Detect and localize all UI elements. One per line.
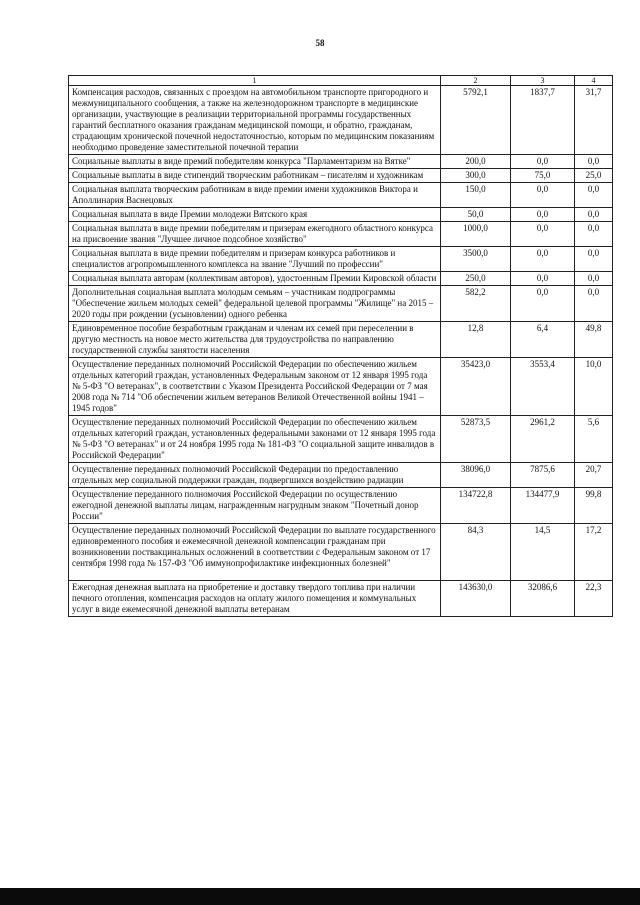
column-header: 2	[441, 76, 511, 86]
plan-value: 35423,0	[441, 358, 511, 416]
actual-value: 75,0	[511, 169, 575, 183]
percent-value: 20,7	[575, 463, 613, 488]
table-row	[69, 322, 613, 358]
actual-value: 0,0	[511, 155, 575, 169]
percent-value: 25,0	[575, 169, 613, 183]
percent-value: 17,2	[575, 524, 613, 581]
row-label: Социальные выплаты в виде премий победителям конкурса "Парламентаризм на Вятке"	[69, 155, 441, 169]
actual-value: 14,5	[511, 524, 575, 581]
percent-value: 0,0	[575, 222, 613, 247]
table-header-row	[69, 76, 613, 86]
table-row	[69, 463, 613, 488]
table-row	[69, 169, 613, 183]
actual-value: 32086,6	[511, 581, 575, 617]
table-row	[69, 247, 613, 272]
plan-value: 582,2	[441, 286, 511, 322]
percent-value: 5,6	[575, 416, 613, 463]
plan-value: 150,0	[441, 183, 511, 208]
actual-value: 0,0	[511, 222, 575, 247]
plan-value: 1000,0	[441, 222, 511, 247]
percent-value: 99,8	[575, 488, 613, 524]
table-row	[69, 581, 613, 617]
table-row	[69, 208, 613, 222]
row-label: Социальная выплата авторам (коллективам авторов), удостоенным Премии Кировской области	[69, 272, 441, 286]
table-row	[69, 183, 613, 208]
column-header: 1	[69, 76, 441, 86]
row-label: Осуществление переданного полномочия Российской Федерации по осуществлению ежегодной денежной выплаты лицам, награжденным нагрудным знаком "Почетный донор России"	[69, 488, 441, 524]
percent-value: 0,0	[575, 155, 613, 169]
page-number: 58	[315, 38, 325, 48]
table-row	[69, 86, 613, 155]
plan-value: 143630,0	[441, 581, 511, 617]
row-label: Социальная выплата в виде премии победителям и призерам ежегодного областного конкурса на присвоение звания "Лучшее личное подсобное хозяйство"	[69, 222, 441, 247]
percent-value: 31,7	[575, 86, 613, 155]
actual-value: 0,0	[511, 208, 575, 222]
percent-value: 0,0	[575, 286, 613, 322]
row-label: Социальная выплата в виде Премии молодежи Вятского края	[69, 208, 441, 222]
actual-value: 6,4	[511, 322, 575, 358]
plan-value: 300,0	[441, 169, 511, 183]
table-row	[69, 416, 613, 463]
table-row	[69, 222, 613, 247]
plan-value: 38096,0	[441, 463, 511, 488]
percent-value: 0,0	[575, 247, 613, 272]
column-header: 4	[575, 76, 613, 86]
plan-value: 5792,1	[441, 86, 511, 155]
row-label: Социальная выплата творческим работникам в виде премии имени художников Виктора и Аполлинария Васнецовых	[69, 183, 441, 208]
table-row	[69, 286, 613, 322]
row-label: Компенсация расходов, связанных с проездом на автомобильном транспорте пригородного и межмуниципального сообщения, а также на железнодорожном транспорте в медицинские организации, участвующие в реализации территориальной программы государственных гарантий бесплатного оказания гражданам медицинской помощи, и обратно, гражданам, страдающим хронической почечной недостаточностью, которым по медицинским показаниям необходимо проведение заместительной почечной терапии	[69, 86, 441, 155]
actual-value: 1837,7	[511, 86, 575, 155]
actual-value: 7875,6	[511, 463, 575, 488]
percent-value: 10,0	[575, 358, 613, 416]
actual-value: 0,0	[511, 272, 575, 286]
scan-bottom-edge	[0, 888, 640, 905]
plan-value: 12,8	[441, 322, 511, 358]
plan-value: 50,0	[441, 208, 511, 222]
plan-value: 52873,5	[441, 416, 511, 463]
actual-value: 3553,4	[511, 358, 575, 416]
table-row	[69, 358, 613, 416]
percent-value: 22,3	[575, 581, 613, 617]
row-label: Осуществление переданных полномочий Российской Федерации по обеспечению жильем отдельных категорий граждан, установленных Федеральным законом от 12 января 1995 года № 5-ФЗ "О ветеранах", в соответствии с Указом Президента Российской Федерации от 7 мая 2008 года № 714 "Об обеспечении жильем ветеранов Великой Отечественной войны 1941 – 1945 годов"	[69, 358, 441, 416]
percent-value: 0,0	[575, 208, 613, 222]
table-row	[69, 272, 613, 286]
table-row	[69, 155, 613, 169]
row-label: Дополнительная социальная выплата молодым семьям – участникам подпрограммы "Обеспечение жильем молодых семей" федеральной целевой программы "Жилище" на 2015 – 2020 годы при рождении (усыновлении) одного ребенка	[69, 286, 441, 322]
plan-value: 3500,0	[441, 247, 511, 272]
table-row	[69, 524, 613, 581]
actual-value: 134477,9	[511, 488, 575, 524]
percent-value: 49,8	[575, 322, 613, 358]
row-label: Социальные выплаты в виде стипендий творческим работникам – писателям и художникам	[69, 169, 441, 183]
plan-value: 84,3	[441, 524, 511, 581]
percent-value: 0,0	[575, 272, 613, 286]
actual-value: 2961,2	[511, 416, 575, 463]
row-label: Социальная выплата в виде премии победителям и призерам конкурса работников и специалистов агропромышленного комплекса на звание "Лучший по профессии"	[69, 247, 441, 272]
row-label: Ежегодная денежная выплата на приобретение и доставку твердого топлива при наличии печного отопления, компенсация расходов на оплату жилого помещения и коммунальных услуг в виде ежемесячной денежной выплаты ветеранам	[69, 581, 441, 617]
row-label: Осуществление переданных полномочий Российской Федерации по выплате государственного единовременного пособия и ежемесячной денежной компенсации гражданам при возникновении поствакцинальных осложнений в соответствии с Федеральным законом от 17 сентября 1998 года № 157-ФЗ "Об иммунопрофилактике инфекционных болезней"	[69, 524, 441, 581]
percent-value: 0,0	[575, 183, 613, 208]
row-label: Осуществление переданных полномочий Российской Федерации по предоставлению отдельных мер социальной поддержки граждан, подвергшихся воздействию радиации	[69, 463, 441, 488]
report-table	[68, 75, 613, 617]
table-row	[69, 488, 613, 524]
actual-value: 0,0	[511, 286, 575, 322]
plan-value: 250,0	[441, 272, 511, 286]
plan-value: 200,0	[441, 155, 511, 169]
row-label: Осуществление переданных полномочий Российской Федерации по обеспечению жильем отдельных категорий граждан, установленных федеральными законами от 12 января 1995 года № 5-ФЗ "О ветеранах" и от 24 ноября 1995 года № 181-ФЗ "О социальной защите инвалидов в Российской Федерации"	[69, 416, 441, 463]
actual-value: 0,0	[511, 183, 575, 208]
column-header: 3	[511, 76, 575, 86]
plan-value: 134722,8	[441, 488, 511, 524]
row-label: Единовременное пособие безработным гражданам и членам их семей при переселении в другую местность на новое место жительства для трудоустройства по направлению государственной службы занятости населения	[69, 322, 441, 358]
actual-value: 0,0	[511, 247, 575, 272]
